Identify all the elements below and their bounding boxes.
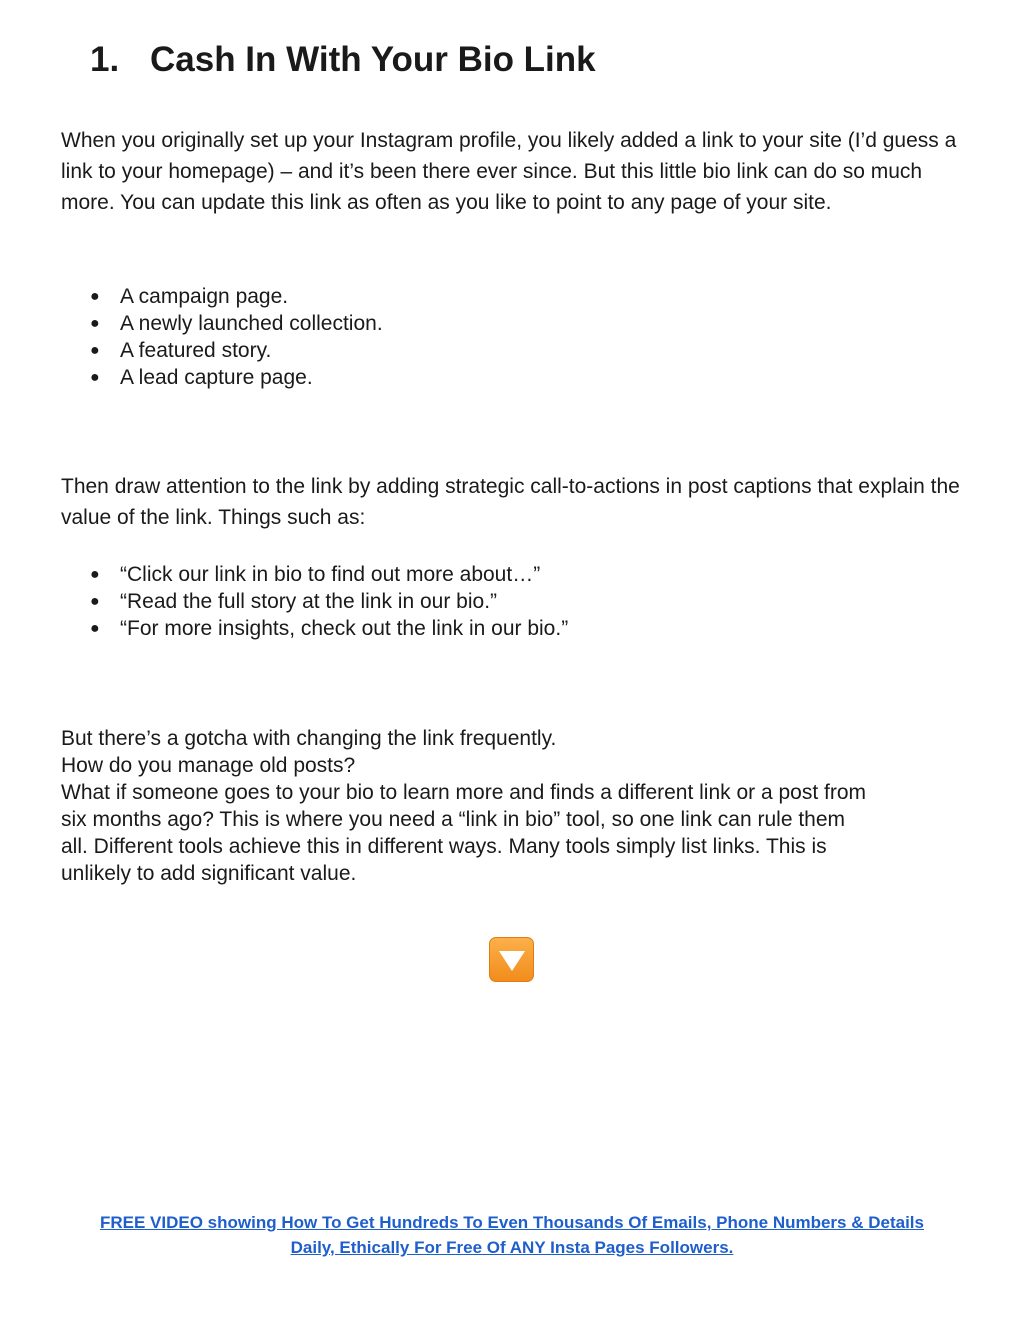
list-item: ● A featured story.	[90, 339, 272, 362]
down-arrow-button-icon	[489, 937, 534, 982]
bullet-icon: ●	[90, 369, 100, 386]
section-title: Cash In With Your Bio Link	[150, 40, 596, 79]
bullet-icon: ●	[90, 315, 100, 332]
bullet-icon: ●	[90, 593, 100, 610]
list-item: ● A newly launched collection.	[90, 312, 383, 335]
list-item: ● “For more insights, check out the link in our bio.”	[90, 617, 569, 640]
gotcha-paragraph: But there’s a gotcha with changing the link frequently. How do you manage old posts? What if someone goes to your bio to learn more and finds a different link or a post from six months ago? This is where you need a “link in bio” tool, so one link can rule them all. Different tools achieve this in different ways. Many tools simply list links. This is unlikely to add significant value.	[61, 727, 867, 885]
bullet-icon: ●	[90, 566, 100, 583]
section-heading	[90, 38, 596, 82]
bullet-icon: ●	[90, 288, 100, 305]
bullet-icon: ●	[90, 620, 100, 637]
list-item: ● “Click our link in bio to find out more about…”	[90, 563, 541, 586]
list-item: ● “Read the full story at the link in our bio.”	[90, 590, 498, 613]
section-number: 1.	[90, 40, 120, 79]
cta-intro-paragraph: Then draw attention to the link by adding strategic call-to-actions in post captions that explain the value of the link. Things such as:	[61, 475, 960, 529]
free-video-link[interactable]: FREE VIDEO showing How To Get Hundreds To Even Thousands Of Emails, Phone Numbers & Details Daily, Ethically For Free Of ANY Insta Pages Followers.	[100, 1213, 924, 1257]
cta-examples-list	[90, 561, 568, 642]
list-item: ● A campaign page.	[90, 285, 289, 308]
page-options-list	[90, 283, 383, 391]
list-item: ● A lead capture page.	[90, 366, 313, 389]
intro-paragraph: When you originally set up your Instagram profile, you likely added a link to your site (I’d guess a link to your homepage) – and it’s been there ever since. But this little bio link can do so much more. You can update this link as often as you like to point to any page of your site.	[61, 129, 957, 214]
bullet-icon: ●	[90, 342, 100, 359]
